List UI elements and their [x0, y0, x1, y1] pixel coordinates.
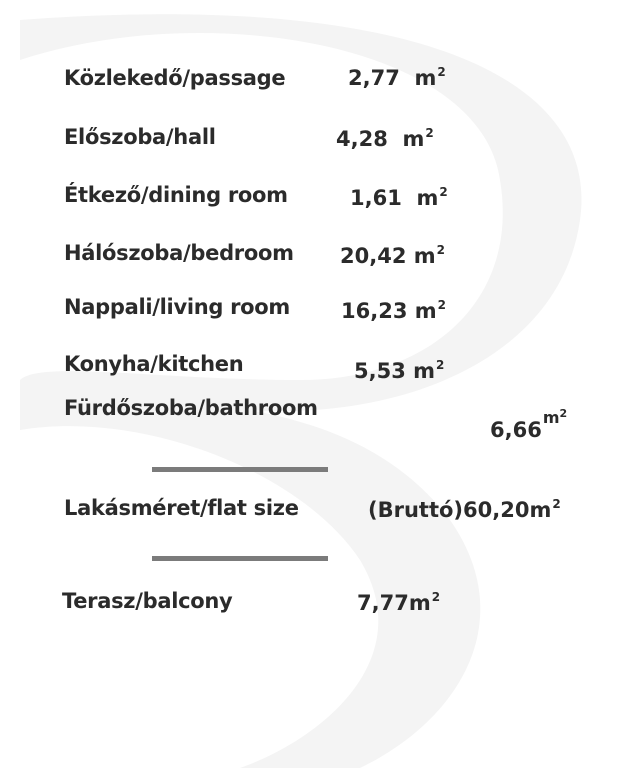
- room-label-kitchen: Konyha/kitchen: [64, 352, 244, 376]
- area-unit-sup: 2: [437, 65, 446, 79]
- area-unit: m: [529, 498, 552, 522]
- total-label: Lakásméret/flat size: [64, 496, 299, 520]
- area-unit-sup: 2: [436, 358, 445, 372]
- room-area-living: [341, 299, 446, 322]
- room-area-value: 2,77: [348, 66, 400, 90]
- area-unit: m: [413, 359, 436, 383]
- room-area-value: 16,23: [341, 299, 408, 323]
- balcony-area: [357, 591, 440, 614]
- room-area-value: 6,66: [490, 418, 542, 442]
- balcony-area-value: 7,77: [357, 591, 409, 615]
- divider-line: [152, 556, 328, 561]
- total-area-value: (Bruttó)60,20: [368, 498, 530, 522]
- room-label-passage: Közlekedő/passage: [64, 66, 286, 90]
- room-area-kitchen: [354, 359, 444, 382]
- room-area-hall: [336, 127, 434, 150]
- room-area-bedroom: [340, 244, 445, 267]
- room-area-dining: [350, 186, 448, 209]
- balcony-label: Terasz/balcony: [62, 589, 233, 613]
- room-label-dining: Étkező/dining room: [64, 183, 288, 207]
- room-area-value: 1,61: [350, 186, 402, 210]
- area-unit: m: [402, 127, 425, 151]
- room-label-bathroom: Fürdőszoba/bathroom: [64, 396, 318, 420]
- area-unit: m: [408, 591, 431, 615]
- area-unit-sup: 2: [552, 497, 561, 511]
- area-unit: m: [413, 244, 436, 268]
- room-area-value: 4,28: [336, 127, 388, 151]
- divider-line: [152, 467, 328, 472]
- room-area-bathroom: [490, 407, 568, 442]
- area-unit-sup: 2: [431, 590, 441, 604]
- area-unit-sup: 2: [439, 185, 448, 199]
- room-label-hall: Előszoba/hall: [64, 125, 216, 149]
- total-area: [368, 498, 561, 521]
- room-area-passage: [348, 66, 446, 89]
- area-unit: m: [414, 66, 437, 90]
- area-unit-sup: 2: [425, 126, 434, 140]
- area-unit: m: [416, 186, 439, 210]
- room-label-bedroom: Hálószoba/bedroom: [64, 241, 294, 265]
- room-label-living: Nappali/living room: [64, 295, 291, 319]
- room-area-value: 20,42: [340, 244, 407, 268]
- area-unit-sup: 2: [559, 407, 568, 420]
- area-unit-sup: 2: [437, 298, 446, 312]
- area-unit: m: [542, 408, 560, 427]
- area-unit: m: [414, 299, 437, 323]
- area-unit-sup: 2: [436, 243, 445, 257]
- room-area-value: 5,53: [354, 359, 406, 383]
